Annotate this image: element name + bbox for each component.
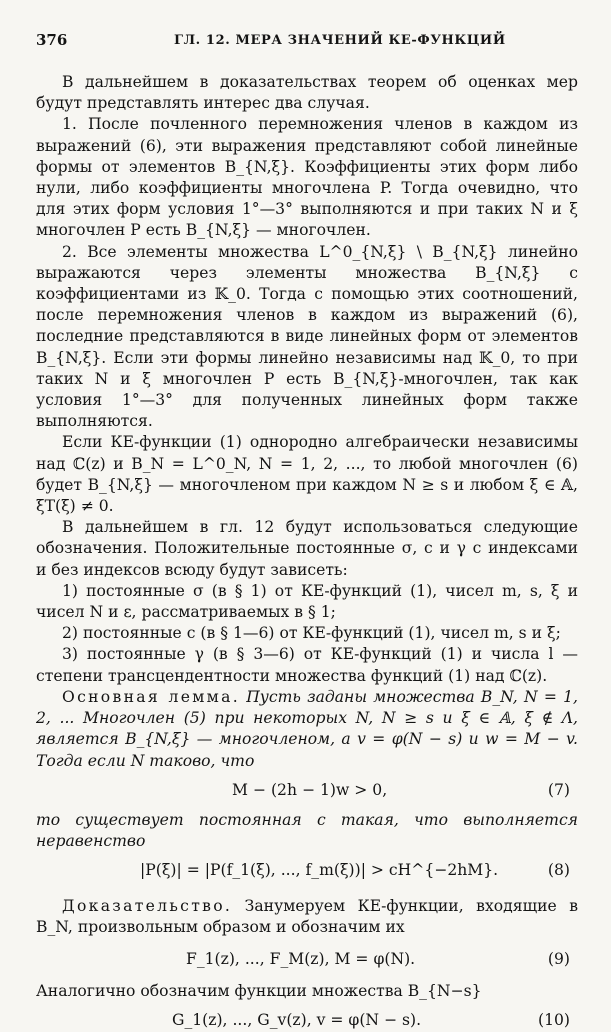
paragraph-notation-2: 2) постоянные c (в § 1—6) от КЕ-функций (1), чисел m, s и ξ; [62,624,561,643]
paragraph-after-7: то существует постоянная c такая, что выполняется неравенство [36,810,579,850]
running-head: ГЛ. 12. МЕРА ЗНАЧЕНИЙ КЕ-ФУНКЦИЙ [174,33,506,48]
proof [36,896,578,938]
paragraph-after-9: Аналогично обозначим функции множества B_{N−s} [36,981,482,1000]
formula-8 [36,860,578,882]
formula-10 [36,1010,578,1032]
proof-text: Занумеруем КЕ-функции, входящие в B_N, произвольным образом и обозначим их [36,897,578,937]
formula-9 [36,949,578,971]
page-header [36,30,578,52]
main-lemma [36,687,578,772]
paragraph-notation-1: 1) постоянные σ (в § 1) от КЕ-функций (1), чисел m, s, ξ и чисел N и ε, рассматриваемых в § 1; [36,581,578,622]
page-number: 376 [36,31,68,49]
page-body [36,72,578,1032]
lemma-statement: Пусть заданы множества B_N, N = 1, 2, ... Многочлен (5) при некоторых N, N ≥ s и ξ ∈ 𝔸, ξ ∉ Λ, является B_{N,ξ} — многочленом, а v = φ(N − s) и w = M − v. Тогда если N таково, что [36,687,578,770]
formula-10-expression: G_1(z), ..., G_v(z), v = φ(N − s). [172,1010,422,1029]
paragraph-independence: Если КЕ-функции (1) однородно алгебраически независимы над ℂ(z) и B_N = L^0_N, N = 1, 2, ..., то любой многочлен (6) будет B_{N,ξ} — многочленом при каждом N ≥ s и любом ξ ∈ 𝔸, ξT(ξ) ≠ 0. [36,433,578,516]
formula-8-number: (8) [547,861,570,880]
formula-10-number: (10) [537,1010,570,1029]
formula-9-number: (9) [547,949,570,968]
formula-8-expression: |P(ξ)| = |P(f_1(ξ), ..., f_m(ξ))| > cH^{−2hM}. [140,861,499,880]
paragraph-notation: В дальнейшем в гл. 12 будут использоваться следующие обозначения. Положительные постоянные σ, c и γ с индексами и без индексов всюду будут зависеть: [36,518,578,579]
formula-7 [36,780,578,802]
lemma-title: Основная лемма. [62,687,240,706]
paragraph-case-2: 2. Все элементы множества L^0_{N,ξ} \ B_{N,ξ} линейно выражаются через элементы множества B_{N,ξ} с коэффициентами из 𝕂_0. Тогда с помощью этих соотношений, после перемножения членов в каждом из выражений (6), последние представляются в виде линейных форм от элементов B_{N,ξ}. Если эти формы линейно независимы над 𝕂_0, то при таких N и ξ многочлен P есть B_{N,ξ}-многочлен, так как условия 1°—3° для полученных линейных форм также выполняются. [36,242,578,431]
proof-title: Доказательство. [62,897,233,916]
formula-9-expression: F_1(z), ..., F_M(z), M = φ(N). [186,949,416,968]
paragraph-intro: В дальнейшем в доказательствах теорем об оценках мер будут представлять интерес два случая. [36,73,578,113]
paragraph-notation-3: 3) постоянные γ (в § 3—6) от КЕ-функций (1) и числа l — степени трансцендентности множества функций (1) над ℂ(z). [36,645,578,685]
paragraph-case-1: 1. После почленного перемножения членов в каждом из выражений (6), эти выражения представляют собой линейные формы от элементов B_{N,ξ}. Коэффициенты этих форм либо нули, либо коэффициенты многочлена P. Тогда очевидно, что для этих форм условия 1°—3° выполняются и при таких N и ξ многочлен P есть B_{N,ξ} — многочлен. [36,115,578,240]
formula-7-expression: M − (2h − 1)w > 0, [232,780,388,799]
formula-7-number: (7) [547,780,570,799]
